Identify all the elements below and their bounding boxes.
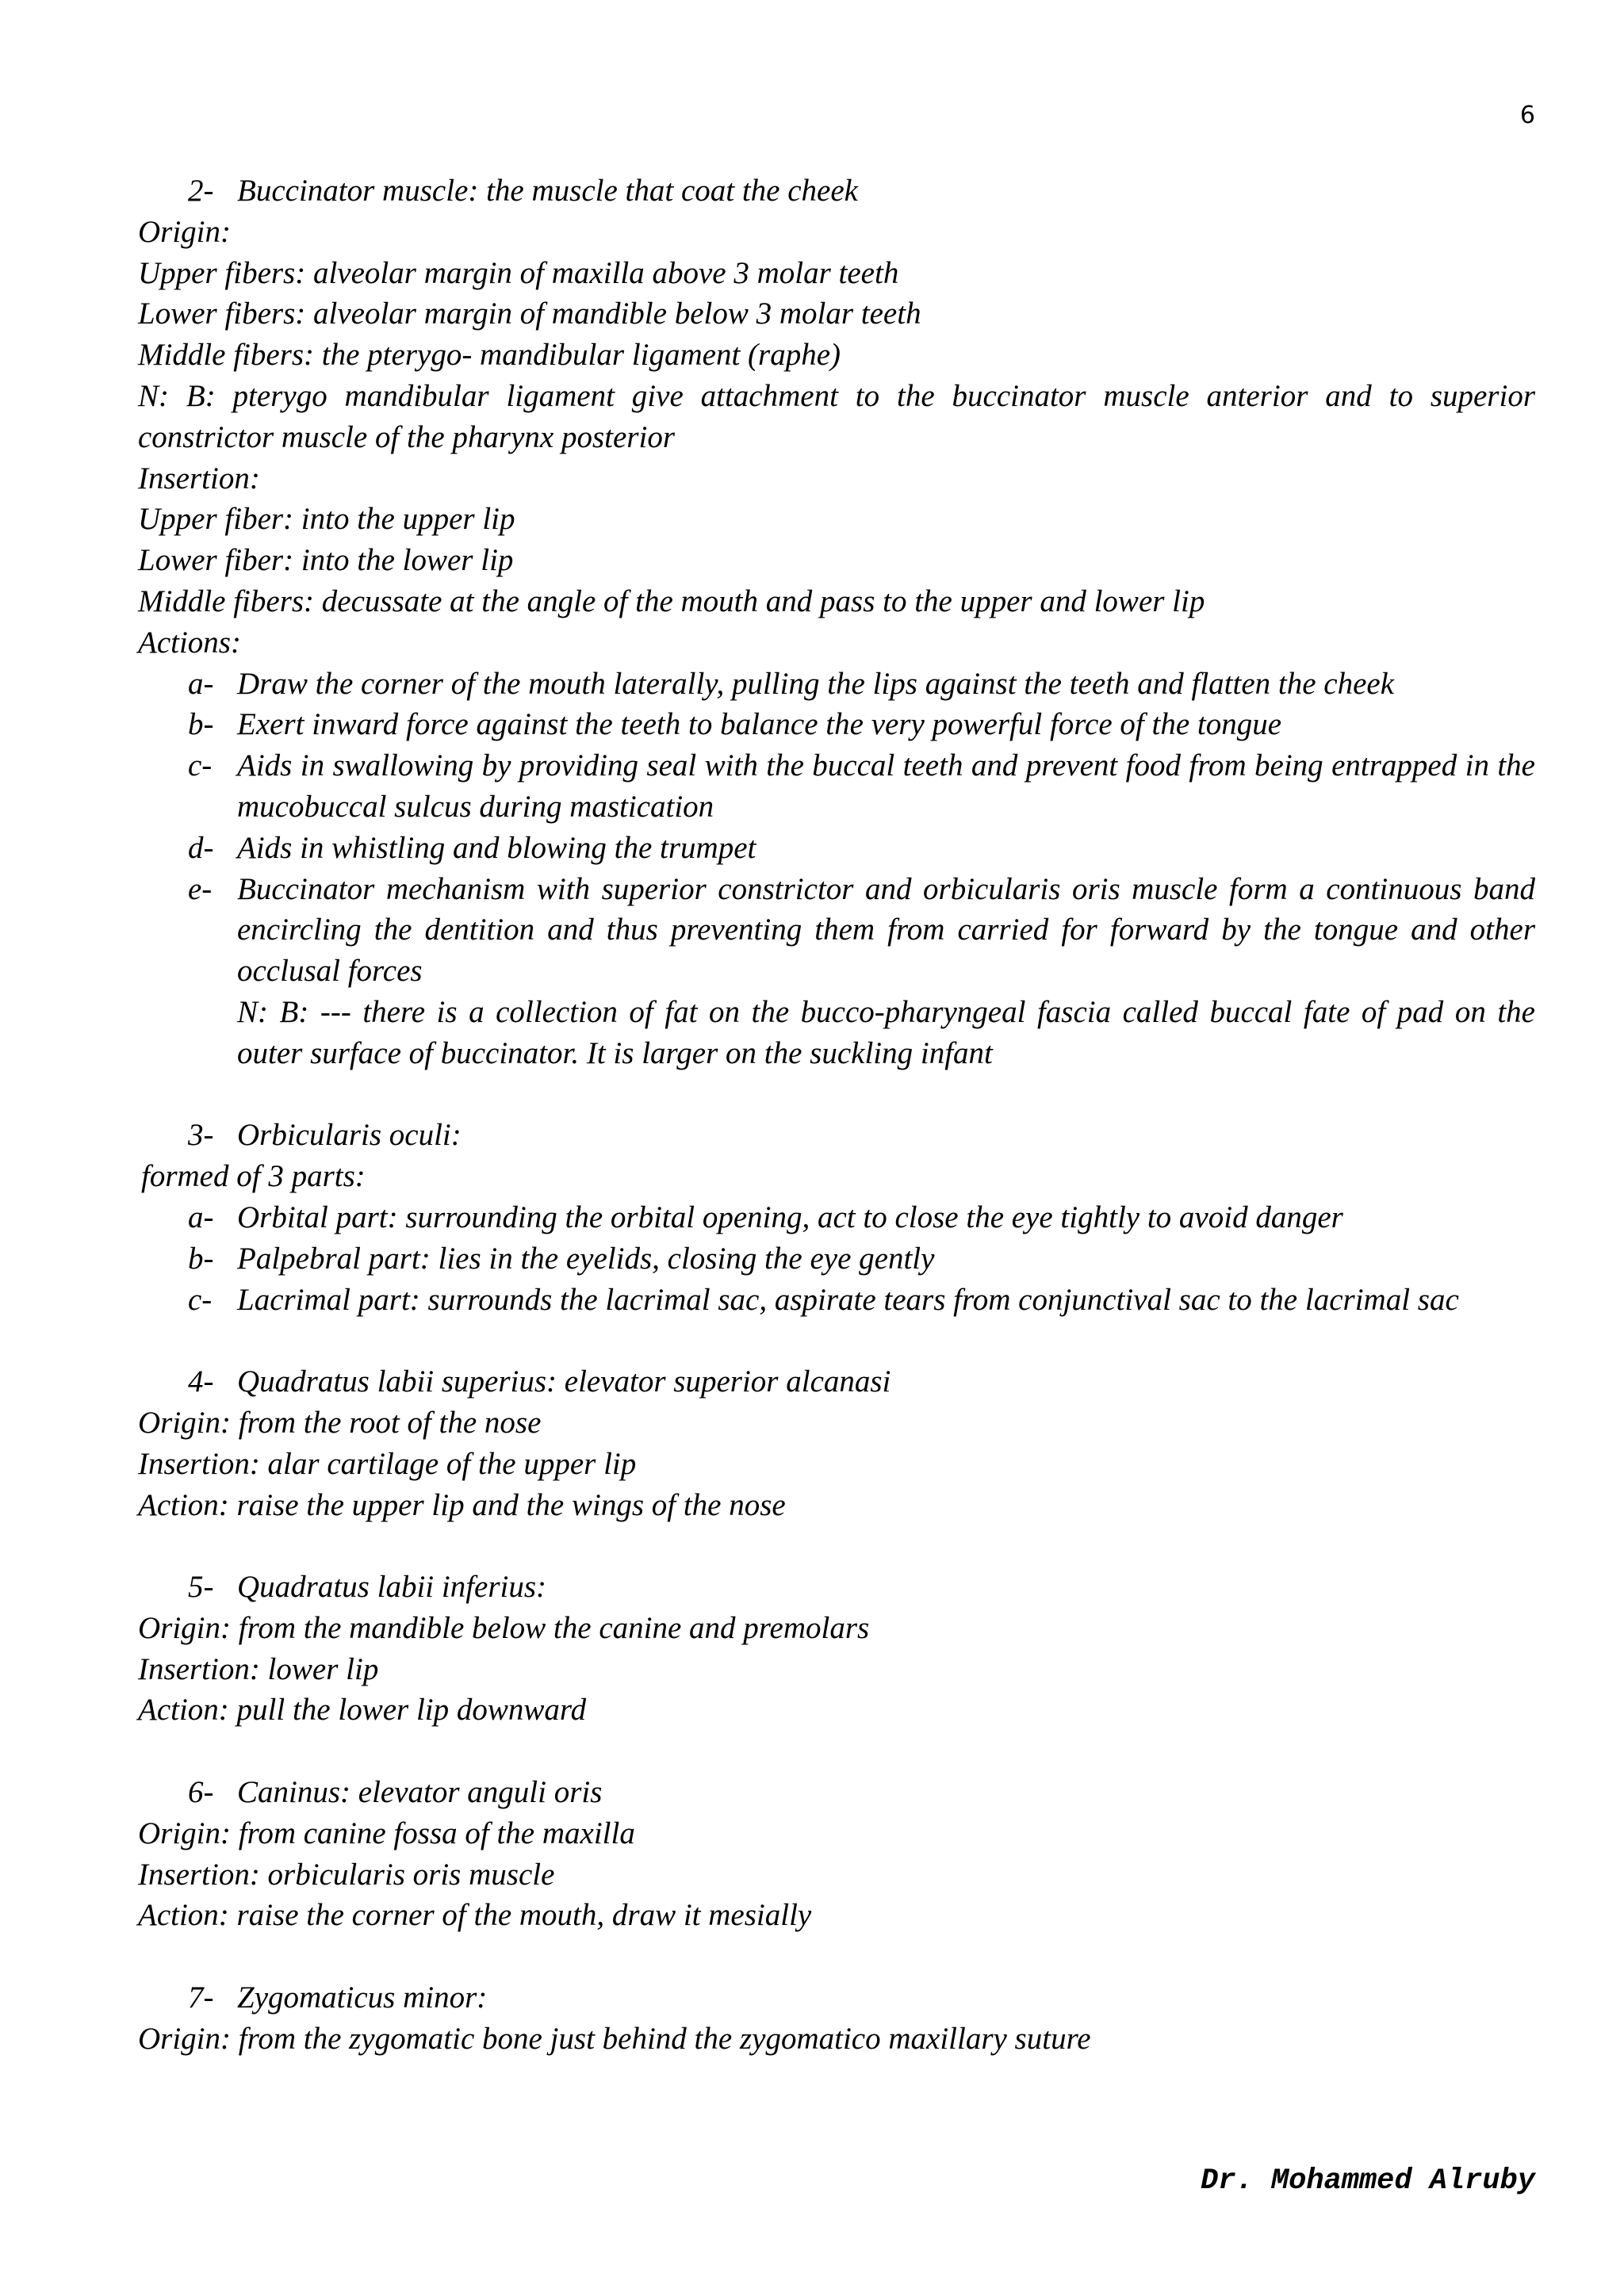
- section-number: 2-: [188, 174, 214, 208]
- note-buccal-fat-pad: N: B: --- there is a collection of fat on the bucco-pharyngeal fascia called buccal fate of pad on the outer surface of buccinator. It is larger on the suckling infant: [237, 994, 1535, 1070]
- list-marker: e-: [188, 871, 213, 906]
- origin-middle-fibers: Middle fibers: the pterygo- mandibular ligament (raphe): [138, 338, 841, 373]
- section-intro: formed of 3 parts:: [141, 1159, 366, 1194]
- list-marker: a-: [188, 1200, 214, 1234]
- section-title: Zygomaticus minor:: [237, 1980, 488, 2015]
- insertion-line: Insertion: lower lip: [138, 1651, 379, 1686]
- list-item-text: Buccinator mechanism with superior constrictor and orbicularis oris muscle form a continuous band encircling the dentition and thus preventing them from carried for forward by the tongue and other occlusal forces: [237, 871, 1535, 989]
- list-item: [188, 1280, 1535, 1321]
- origin-lower-fibers: Lower fibers: alveolar margin of mandible below 3 molar teeth: [138, 297, 921, 331]
- note-pterygo-mandibular: N: B: pterygo mandibular ligament give attachment to the buccinator muscle anterior and to superior constrictor muscle of the pharynx posterior: [138, 378, 1535, 454]
- list-item: [188, 1197, 1535, 1238]
- section-number: 4-: [188, 1364, 214, 1399]
- insertion-label: Insertion:: [138, 461, 260, 496]
- section-heading-zygomaticus-minor: [188, 1977, 1535, 2019]
- origin-line: Origin: from the zygomatic bone just behind the zygomatico maxillary suture: [138, 2021, 1091, 2056]
- action-line: Action: raise the upper lip and the wings of the nose: [138, 1487, 786, 1522]
- list-marker: a-: [188, 666, 214, 701]
- insertion-line: Insertion: alar cartilage of the upper lip: [138, 1446, 637, 1481]
- origin-upper-fibers: Upper fibers: alveolar margin of maxilla above 3 molar teeth: [138, 255, 899, 290]
- section-heading-quadratus-labii-superius: [188, 1361, 1535, 1402]
- insertion-line: Insertion: orbicularis oris muscle: [138, 1857, 555, 1892]
- insertion-middle-fibers: Middle fibers: decussate at the angle of the mouth and pass to the upper and lower lip: [138, 584, 1205, 618]
- list-marker: d-: [188, 830, 214, 865]
- section-number: 5-: [188, 1570, 214, 1605]
- section-number: 7-: [188, 1980, 214, 2015]
- page-content: [138, 170, 1535, 2060]
- origin-line: Origin: from the root of the nose: [138, 1405, 542, 1440]
- section-title: Caninus: elevator anguli oris: [237, 1775, 603, 1810]
- section-heading-orbicularis-oculi: [188, 1115, 1535, 1156]
- section-heading-buccinator: [188, 170, 1535, 212]
- list-item-text: Orbital part: surrounding the orbital opening, act to close the eye tightly to avoid danger: [237, 1200, 1343, 1234]
- section-heading-quadratus-labii-inferius: [188, 1567, 1535, 1608]
- list-item-text: Aids in swallowing by providing seal with the buccal teeth and prevent food from being entrapped in the mucobuccal sulcus during mastication: [237, 748, 1535, 824]
- list-item: [188, 704, 1535, 745]
- insertion-upper-fiber: Upper fiber: into the upper lip: [138, 502, 515, 537]
- list-item-text: Draw the corner of the mouth laterally, pulling the lips against the teeth and flatten the cheek: [237, 666, 1395, 701]
- action-line: Action: pull the lower lip downward: [138, 1693, 587, 1728]
- list-item: [188, 1238, 1535, 1280]
- author-footer: Dr. Mohammed Alruby: [1201, 2164, 1535, 2198]
- section-title: Quadratus labii superius: elevator superior alcanasi: [237, 1364, 891, 1399]
- list-marker: c-: [188, 1282, 213, 1317]
- list-marker: c-: [188, 748, 213, 783]
- insertion-lower-fiber: Lower fiber: into the lower lip: [138, 543, 514, 578]
- list-item-text: Lacrimal part: surrounds the lacrimal sac, aspirate tears from conjunctival sac to the lacrimal sac: [237, 1282, 1459, 1317]
- origin-line: Origin: from the mandible below the canine and premolars: [138, 1610, 870, 1645]
- section-title: Buccinator muscle: the muscle that coat the cheek: [237, 174, 858, 208]
- section-number: 6-: [188, 1775, 214, 1810]
- origin-label: Origin:: [138, 214, 231, 249]
- list-item: [188, 664, 1535, 705]
- action-line: Action: raise the corner of the mouth, draw it mesially: [138, 1898, 812, 1933]
- list-marker: b-: [188, 707, 214, 742]
- section-title: Quadratus labii inferius:: [237, 1570, 547, 1605]
- list-item-text: Palpebral part: lies in the eyelids, closing the eye gently: [237, 1241, 935, 1276]
- section-number: 3-: [188, 1118, 214, 1153]
- list-item-text: Exert inward force against the teeth to balance the very powerful force of the tongue: [237, 707, 1282, 742]
- list-item: [188, 828, 1535, 869]
- section-title: Orbicularis oculi:: [237, 1118, 462, 1153]
- list-item: [188, 745, 1535, 828]
- list-marker: b-: [188, 1241, 214, 1276]
- origin-line: Origin: from canine fossa of the maxilla: [138, 1816, 635, 1850]
- list-item-text: Aids in whistling and blowing the trumpet: [237, 830, 756, 865]
- actions-label: Actions:: [138, 625, 241, 660]
- section-heading-caninus: [188, 1772, 1535, 1813]
- list-item: [188, 869, 1535, 992]
- page-number: 6: [1519, 101, 1535, 129]
